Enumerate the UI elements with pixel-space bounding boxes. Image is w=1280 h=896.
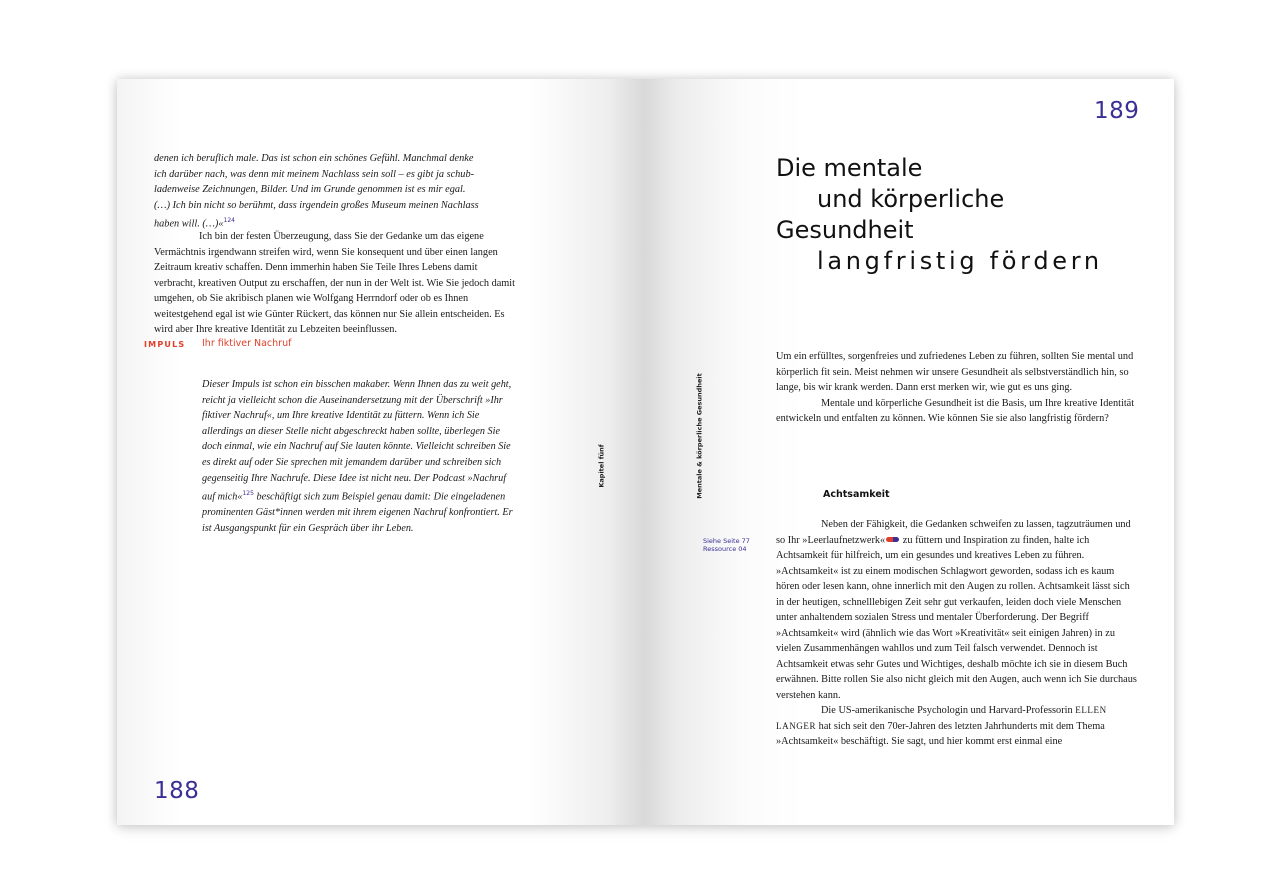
main-paragraph	[776, 703, 1139, 750]
margin-note[interactable]	[703, 537, 750, 553]
body-paragraph: Ich bin der festen Überzeugung, dass Sie der Gedanke um das eigene Vermächtnis irgendwann streifen wird, wenn Sie konsequent und über einen langen Zeitraum kreativ schaffen. Denn immerhin haben Sie Teile Ihres Lebens damit verbracht, kreativen Output zu erschaffen, der nun in der Welt ist. Wie Sie jedoch damit umgehen, ob Sie akribisch planen wie Wolfgang Herrndorf oder ob es Ihnen weitestgehend egal ist wie Günter Rückert, das können nur Sie allein entscheiden. Es wird aber Ihre kreative Identität zu Lebzeiten beeinflussen.	[154, 231, 516, 335]
main-text-part: hat sich seit den 70er-Jahren des letzten Jahrhunderts mit dem Thema »Achtsamkeit« beschäftigt. Sie sagt, und hier kommt erst einmal eine	[776, 720, 1105, 747]
chapter-heading	[776, 153, 1166, 277]
main-text	[776, 517, 1139, 750]
book-spread	[117, 79, 1174, 825]
right-page	[645, 79, 1174, 825]
main-paragraph	[776, 517, 1139, 703]
running-head-right: Mentale & körperliche Gesundheit	[695, 373, 704, 499]
left-page	[117, 79, 645, 825]
margin-note-line: Ressource 04	[703, 545, 747, 553]
reference-marker-icon[interactable]	[886, 537, 899, 542]
quote-line: denen ich beruflich male. Das ist schon ein schönes Gefühl. Manchmal denke	[154, 153, 474, 164]
quote-line: ladenweise Zeichnungen, Bilder. Und im Grunde genommen ist es mir egal.	[154, 184, 466, 195]
heading-line: Gesundheit	[776, 216, 914, 244]
intro-paragraph: Um ein erfülltes, sorgenfreies und zufriedenes Leben zu führen, sollten Sie mental und körperlich fit sein. Meist nehmen wir unsere Gesundheit als selbstverständlich hin, so lange, bis wir krank werden. Dann erst merken wir, wie gut es uns ging.	[776, 351, 1134, 393]
impuls-label: IMPULS	[144, 340, 186, 349]
page-number-right: 189	[1094, 98, 1140, 124]
impuls-text-part: beschäftigt sich zum Beispiel genau damit: Die eingeladenen prominenten Gäst*innen werden mit ihrem eigenen Nachruf konfrontiert. Er ist Ausgangspunkt für ein Gespräch über ihr Leben.	[202, 491, 513, 534]
impuls-text	[202, 377, 520, 536]
quote-line: ich darüber nach, was denn mit meinem Nachlass sein soll – es gibt ja schub-	[154, 168, 475, 180]
footnote-marker[interactable]: 125	[242, 490, 254, 498]
heading-line: langfristig fördern	[817, 247, 1103, 275]
page-number-left: 188	[154, 778, 200, 804]
heading-line: und körperliche	[817, 185, 1005, 213]
heading-line: Die mentale	[776, 154, 923, 182]
impuls-title: Ihr fiktiver Nachruf	[202, 338, 292, 349]
intro-paragraph: Mentale und körperliche Gesundheit ist die Basis, um Ihre kreative Identität entwickeln und entfalten zu können. Wie können Sie sie also langfristig fördern?	[776, 397, 1135, 424]
main-text-part: zu füttern und Inspiration zu finden, halte ich Achtsamkeit für hilfreich, um ein gesundes und kreatives Leben zu führen. »Achtsamkeit« ist zu einem modischen Schlagwort geworden, sodass ich es kaum hören oder lesen kann, ohne innerlich mit den Augen zu rollen. Achtsamkeit lässt sich in der heutigen, schnelllebigen Zeit sehr gut verkaufen, leiden doch viele Menschen unter anhaltendem sozialen Stress und mentaler Überforderung. Der Begriff »Achtsamkeit« wird (ähnlich wie das Wort »Kreativität« seit einigen Jahren) in zu vielen Zusammenhängen wahllos und zum Teil falsch verwendet. Dennoch ist Achtsamkeit etwas sehr Gutes und Wichtiges, deshalb möchte ich sie in diesem Buch erwähnen. Bitte rollen Sie also nicht gleich mit den Augen, auch wenn ich Sie durchaus verstehen kann.	[776, 534, 1137, 701]
person-name: ELLEN LANGER	[776, 705, 1107, 731]
footnote-marker[interactable]: 124	[223, 217, 235, 224]
quote-line: haben will. (…)«	[154, 218, 224, 230]
quote-line: (…) Ich bin nicht so berühmt, dass irgendein großes Museum meinen Nachlass	[154, 199, 479, 211]
impuls-text-part: Dieser Impuls ist schon ein bisschen makaber. Wenn Ihnen das zu weit geht, reicht ja vielleicht schon die Auseinandersetzung mit der Überschrift »Ihr fiktiver Nachruf«, um Ihre kreative Identität zu füttern. Wenn ich Sie allerdings an dieser Stelle nicht abgeschreckt haben sollte, überlegen Sie doch einmal, wie ein Nachruf auf Sie lauten könnte. Vielleicht schreiben Sie es direkt auf oder Sie sprechen mit jemandem darüber und schreiben sich gegenseitig Ihre Nachrufe. Diese Idee ist nicht neu. Der Podcast »Nachruf auf mich«	[202, 379, 512, 503]
running-head-left: Kapitel fünf	[597, 444, 606, 488]
main-text-part: Die US-amerikanische Psychologin und Harvard-Professorin	[821, 705, 1073, 716]
margin-note-line: Siehe Seite 77	[703, 537, 750, 545]
main-text-part: Neben der Fähigkeit, die Gedanken schweifen zu lassen, tagzuträumen und so Ihr »Leerlaufnetzwerk«	[776, 519, 1131, 546]
section-subheading: Achtsamkeit	[823, 489, 890, 500]
quote-text	[154, 151, 517, 232]
intro-text	[776, 349, 1139, 427]
